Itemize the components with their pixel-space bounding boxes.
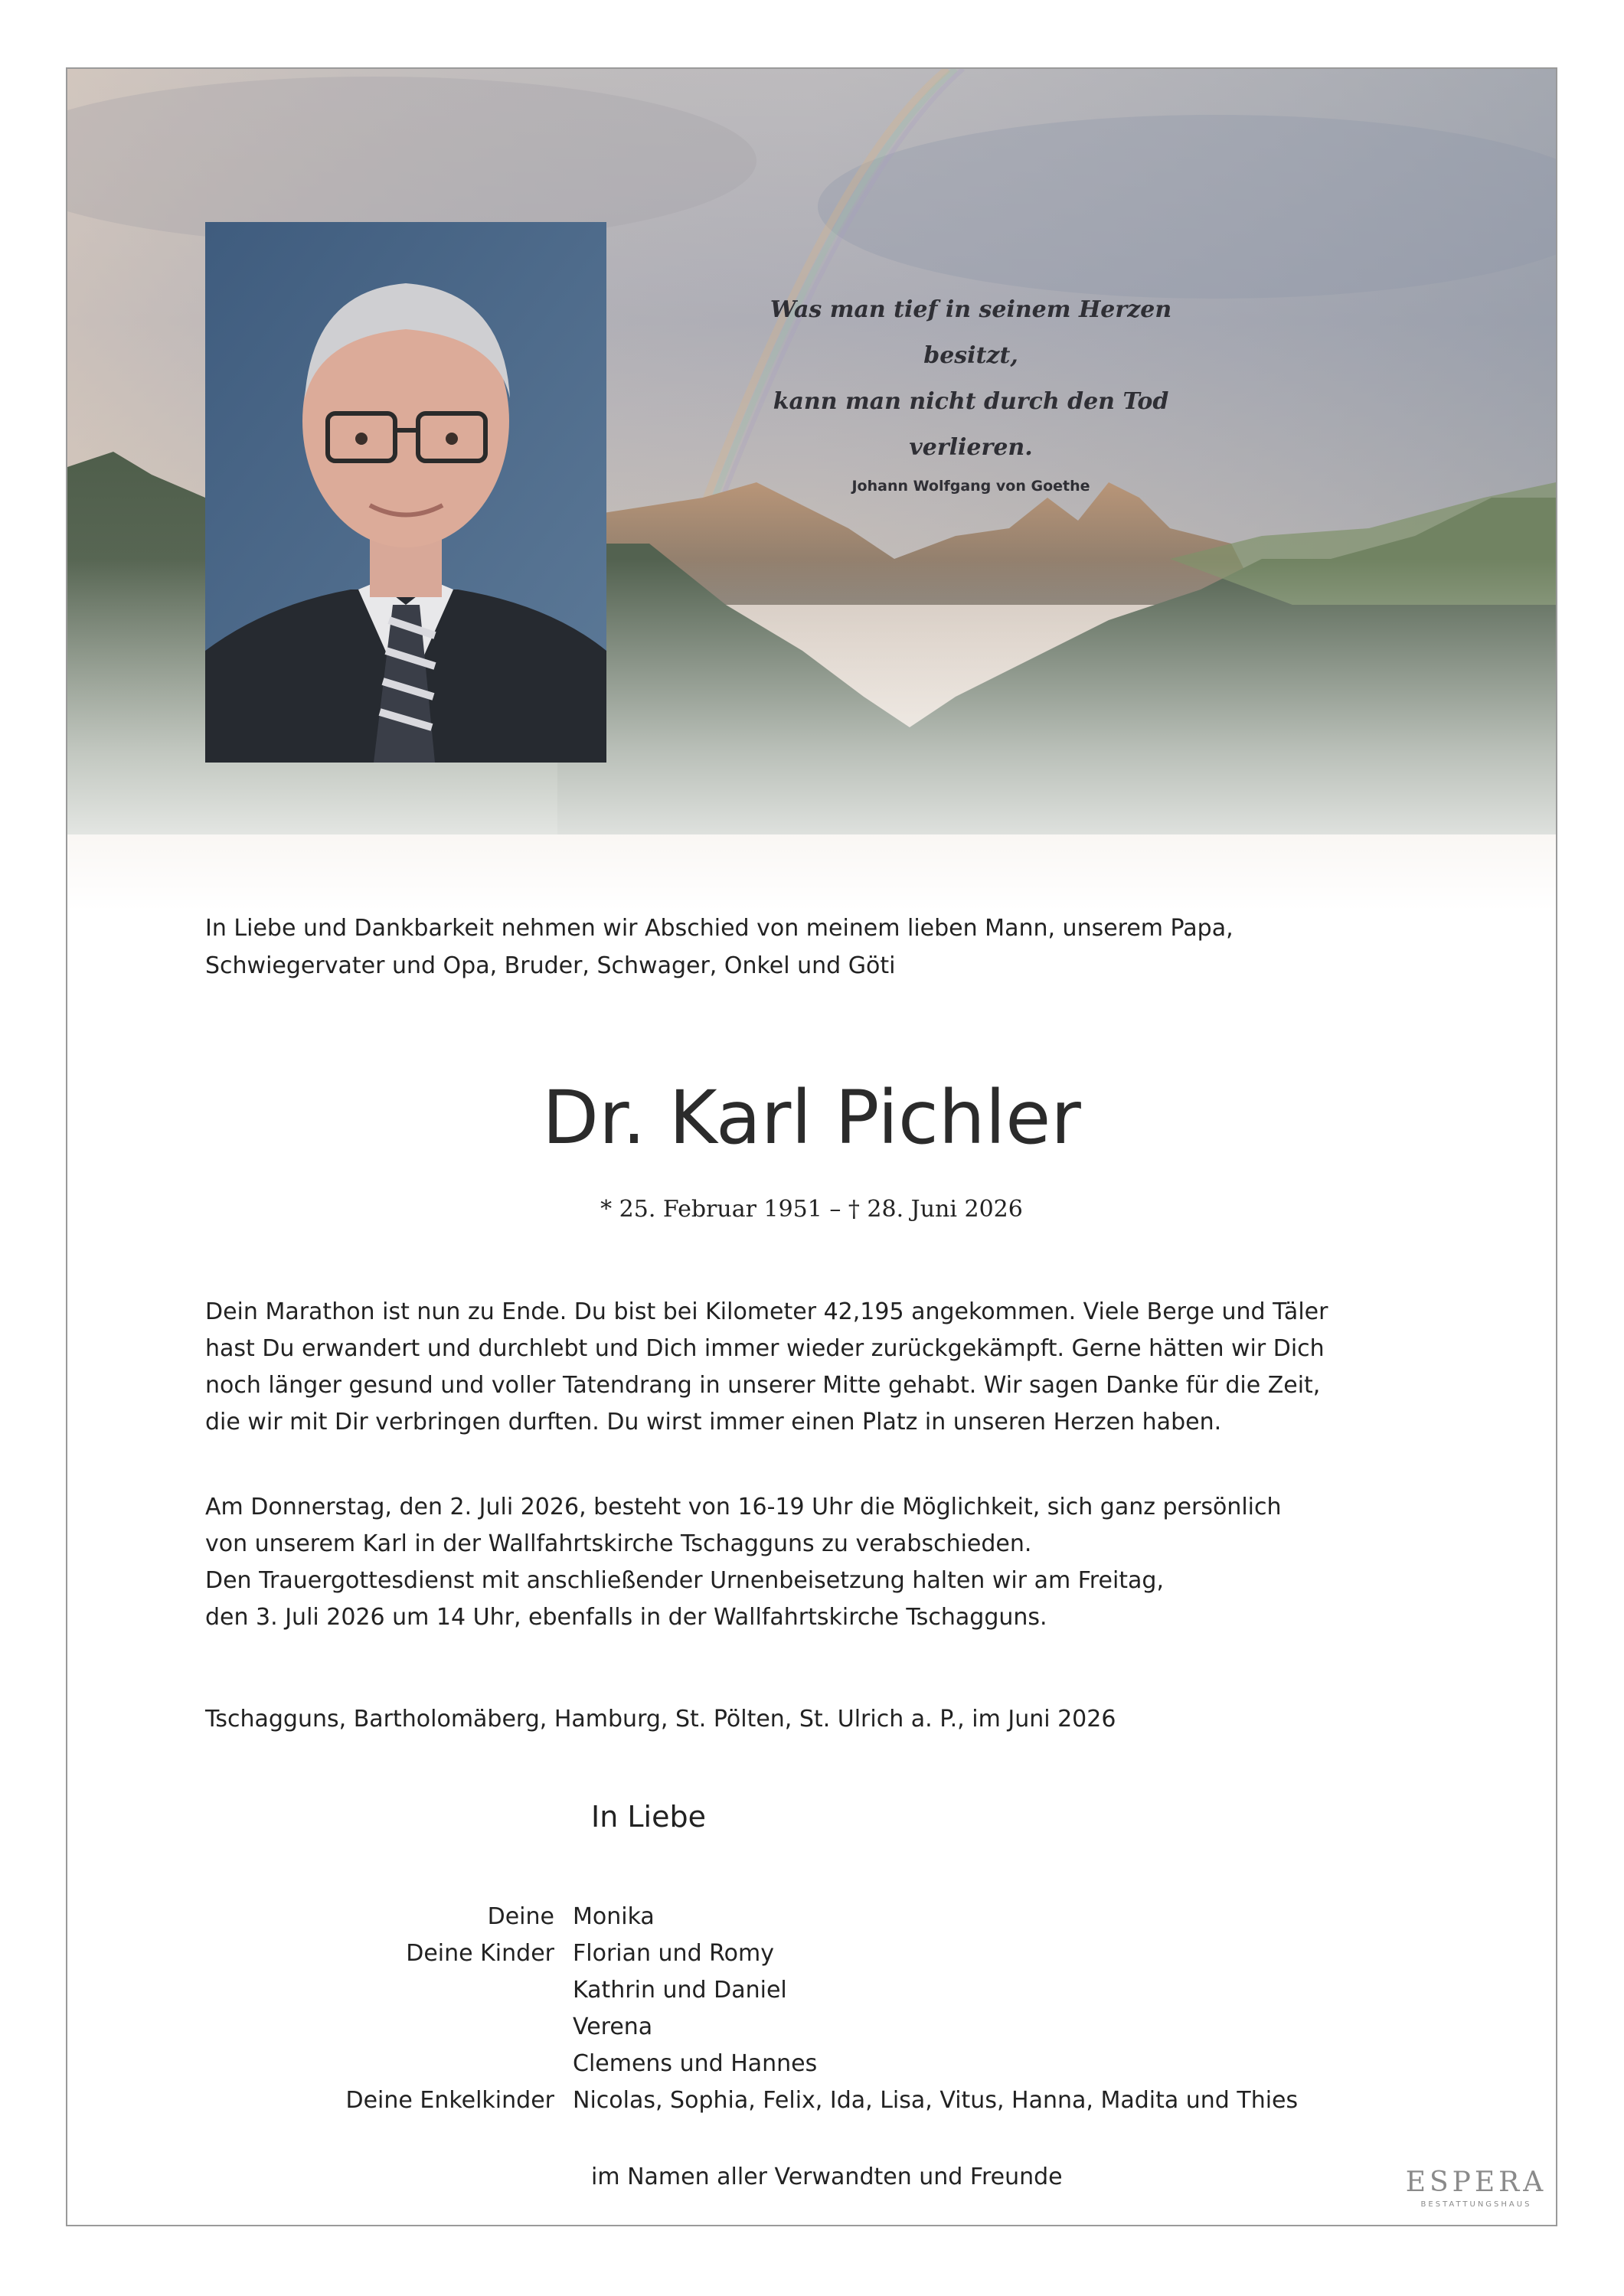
quote-line-2: kann man nicht durch den Tod verlieren. — [773, 388, 1169, 461]
tribute-paragraph — [205, 1294, 1461, 1441]
service-line: Am Donnerstag, den 2. Juli 2026, besteht von 16-19 Uhr die Möglichkeit, sich ganz persönlich — [205, 1494, 1282, 1520]
family-list — [205, 1899, 1298, 2119]
family-names: Clemens und Hannes — [573, 2050, 818, 2077]
place-and-date: Tschagguns, Bartholomäberg, Hamburg, St. Pölten, St. Ulrich a. P., im Juni 2026 — [205, 1706, 1116, 1733]
family-row — [205, 2009, 1298, 2046]
family-names: Verena — [573, 2013, 653, 2040]
family-names: Monika — [573, 1903, 655, 1930]
intro-line-1: In Liebe und Dankbarkeit nehmen wir Abschied von meinem lieben Mann, unserem Papa, — [205, 915, 1234, 942]
family-row — [205, 1899, 1298, 1935]
family-row — [205, 1935, 1298, 1972]
tribute-line: noch länger gesund und voller Tatendrang in unserer Mitte gehabt. Wir sagen Danke für die Zeit, — [205, 1372, 1321, 1399]
intro-text — [205, 910, 1430, 985]
family-label — [205, 2009, 573, 2046]
tribute-line: hast Du erwandert und durchlebt und Dich immer wieder zurückgekämpft. Gerne hätten wir Dich — [205, 1335, 1325, 1362]
service-paragraph — [205, 1489, 1461, 1636]
family-row — [205, 1972, 1298, 2009]
family-label: Deine — [487, 1903, 554, 1930]
family-names: Nicolas, Sophia, Felix, Ida, Lisa, Vitus, Hanna, Madita und Thies — [573, 2087, 1299, 2114]
family-label: Deine Kinder — [406, 1940, 554, 1967]
service-line: Den Trauergottesdienst mit anschließender Urnenbeisetzung halten wir am Freitag, — [205, 1567, 1165, 1594]
family-label — [205, 1972, 573, 2009]
life-dates: * 25. Februar 1951 – † 28. Juni 2026 — [600, 1196, 1023, 1223]
quote-author: Johann Wolfgang von Goethe — [851, 478, 1090, 495]
service-line: den 3. Juli 2026 um 14 Uhr, ebenfalls in der Wallfahrtskirche Tschagguns. — [205, 1604, 1047, 1631]
in-liebe-heading: In Liebe — [591, 1800, 706, 1834]
tribute-line: die wir mit Dir verbringen durften. Du wirst immer einen Platz in unseren Herzen haben. — [205, 1409, 1222, 1435]
closing-line: im Namen aller Verwandten und Freunde — [591, 2164, 1063, 2190]
obituary-card — [66, 67, 1557, 2226]
family-row — [205, 2082, 1298, 2119]
logo-name: ESPERA — [1405, 2167, 1547, 2198]
family-names: Kathrin und Daniel — [573, 1977, 787, 2004]
family-label: Deine Enkelkinder — [345, 2087, 554, 2114]
quote-line-1: Was man tief in seinem Herzen besitzt, — [770, 296, 1172, 369]
family-label — [205, 2046, 573, 2082]
intro-line-2: Schwiegervater und Opa, Bruder, Schwager, Onkel und Göti — [205, 952, 896, 979]
espera-logo — [1400, 2167, 1553, 2211]
deceased-name: Dr. Karl Pichler — [542, 1075, 1081, 1161]
tribute-line: Dein Marathon ist nun zu Ende. Du bist bei Kilometer 42,195 angekommen. Viele Berge und Täler — [205, 1298, 1328, 1325]
family-names: Florian und Romy — [573, 1940, 774, 1967]
family-row — [205, 2046, 1298, 2082]
portrait-photo — [205, 222, 606, 763]
service-line: von unserem Karl in der Wallfahrtskirche Tschagguns zu verabschieden. — [205, 1530, 1032, 1557]
logo-subtitle: BESTATTUNGSHAUS — [1420, 2200, 1532, 2209]
quote-block — [749, 287, 1193, 501]
